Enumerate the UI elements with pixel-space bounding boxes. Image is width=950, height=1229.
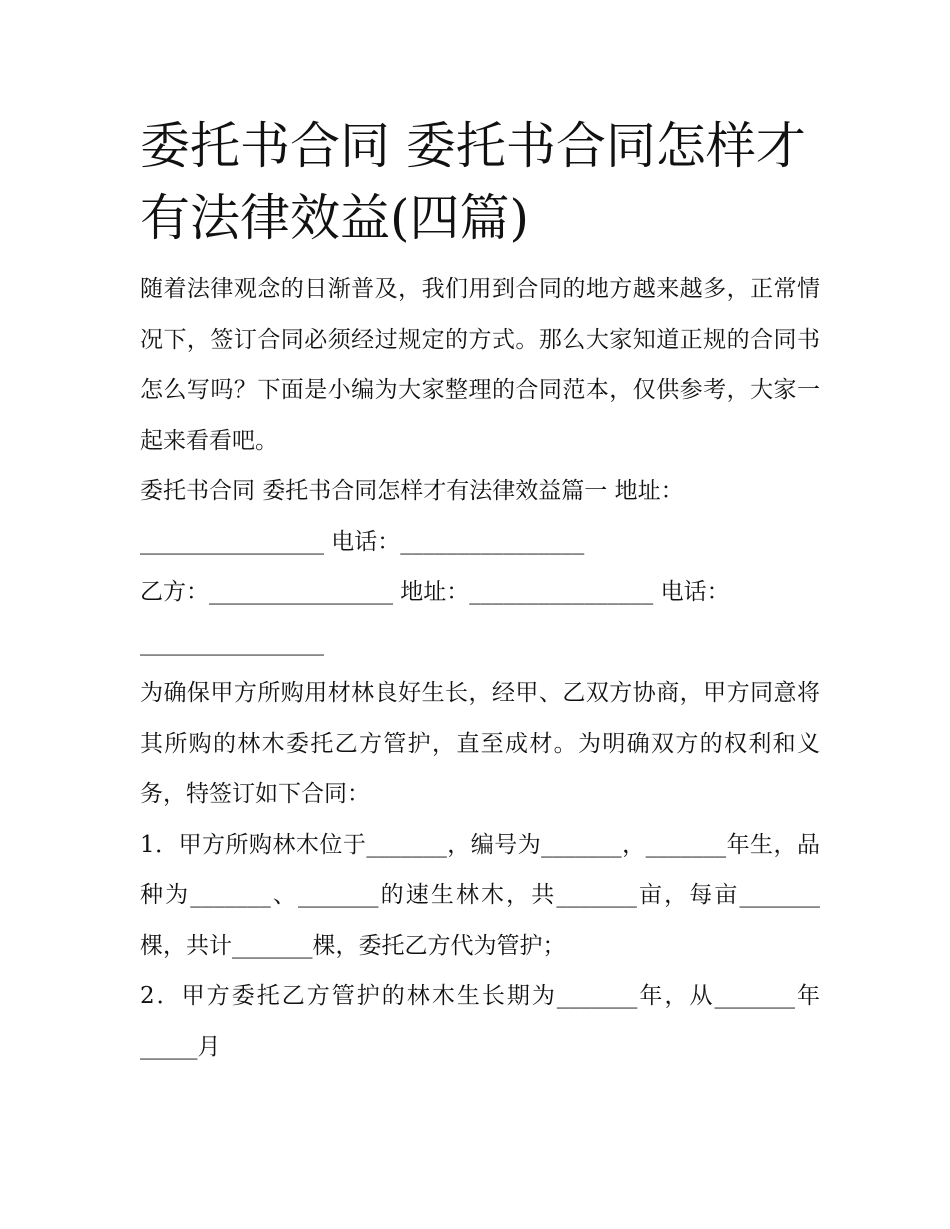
party-b-line: 乙方：________________ 地址：________________ 电话： xyxy=(140,579,730,605)
clause-2: 2．甲方委托乙方管护的林木生长期为_______年，从_______年_____月 xyxy=(140,983,820,1060)
document-title: 委托书合同 委托书合同怎样才有法律效益(四篇) xyxy=(140,117,806,247)
purpose-paragraph: 为确保甲方所购用材林良好生长，经甲、乙双方协商，甲方同意将其所购的林木委托乙方管护，直至成材。为明确双方的权利和义务，特签订如下合同： xyxy=(140,680,820,807)
section-heading-line: 委托书合同 委托书合同怎样才有法律效益篇一 地址： xyxy=(140,478,684,504)
document-page xyxy=(140,110,820,1072)
party-a-contact-line: ________________ 电话：________________ xyxy=(140,528,585,555)
party-b-phone-blank: ________________ xyxy=(140,629,324,656)
intro-paragraph: 随着法律观念的日渐普及，我们用到合同的地方越来越多，正常情况下，签订合同必须经过规定的方式。那么大家知道正规的合同书怎么写吗？下面是小编为大家整理的合同范本，仅供参考，大家一起来看看吧。 xyxy=(140,276,820,454)
clause-1: 1．甲方所购林木位于_______，编号为_______，_______年生，品种为_______、_______的速生林木，共_______亩，每亩_______棵，共计_______棵，委托乙方代为管护； xyxy=(140,831,820,959)
